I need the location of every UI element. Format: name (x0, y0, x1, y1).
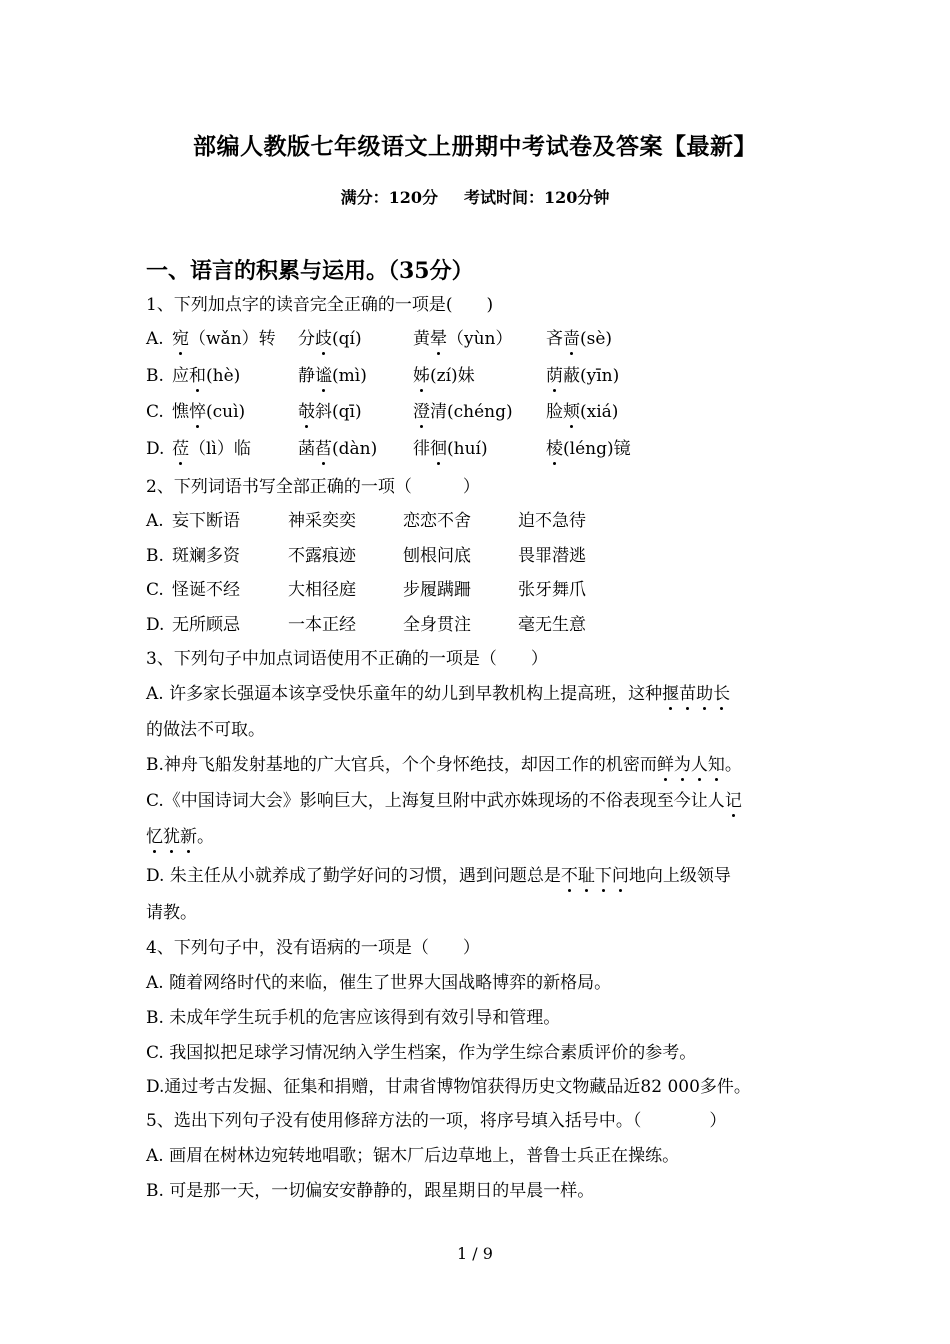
question-3-stem: 3、下列句子中加点词语使用不正确的一项是（ ） (146, 649, 548, 669)
dotted-phrase (725, 791, 742, 811)
page-title: 部编人教版七年级语文上册期中考试卷及答案【最新】 (193, 133, 757, 160)
q5-option-a: A. 画眉在树林边宛转地唱歌；锯木厂后边草地上，普鲁士兵正在操练。 (146, 1146, 680, 1166)
dotted-phrase (146, 827, 197, 847)
q4-option-d: D.通过考古发掘、征集和捐赠，甘肃省博物馆获得历史文物藏品近82 000多件。 (146, 1077, 751, 1097)
page-number: 1 / 9 (457, 1244, 493, 1263)
q3-option-c-cont: 忆犹新。 (146, 827, 214, 847)
q3-option-c: C.《中国诗词大会》影响巨大，上海复旦附中武亦姝现场的不俗表现至今让人记 (146, 791, 742, 811)
dotted-char: 揠 (662, 684, 680, 704)
dotted-char: 耻 (577, 866, 595, 886)
dotted-char: 助 (696, 684, 714, 704)
dotted-char: 鲜 (656, 755, 674, 775)
q3-option-a: A. 许多家长强逼本该享受快乐童年的幼儿到早教机构上提高班，这种揠苗助长 (146, 684, 731, 704)
q3-option-d-cont: 请教。 (146, 903, 197, 923)
q3-option-a-cont: 的做法不可取。 (146, 720, 265, 740)
question-2-stem: 2、下列词语书写全部正确的一项（ ） (146, 477, 480, 497)
q4-option-c: C. 我国拟把足球学习情况纳入学生档案，作为学生综合素质评价的参考。 (146, 1043, 697, 1063)
dotted-char: 为 (673, 755, 691, 775)
dotted-char: 犹 (163, 827, 180, 847)
q3-option-b: B.神舟飞船发射基地的广大官兵，个个身怀绝技，却因工作的机密而鲜为人知。 (146, 755, 742, 775)
dotted-char: 苗 (679, 684, 697, 704)
dotted-phrase (657, 755, 725, 775)
question-1-stem: 1、下列加点字的读音完全正确的一项是( ) (146, 295, 494, 315)
dotted-char: 人 (690, 755, 708, 775)
dotted-phrase (662, 684, 730, 704)
exam-meta (0, 185, 950, 208)
q3-option-d: D. 朱主任从小就养成了勤学好问的习惯，遇到问题总是不耻下问地向上级领导 (146, 866, 731, 886)
exam-page: 部编人教版七年级语文上册期中考试卷及答案【最新】 满分：120分 考试时间：120分钟 一、语言的积累与运用。（35分） 1、下列加点字的读音完全正确的一项是( ) A. 宛（wǎn）转 分歧(qí) 黄晕（yùn） 吝啬(sè) B. 应和(hè) 静谧(mì) 姊(zí)妹 荫蔽(yīn) C. 憔悴(cuì) 攲斜(qī) 澄清(chéng) 脸颊(xiá) D. 莅（lì）临 菡萏(dàn) 徘徊(huí) 棱(léng)镜 2、下列词语书写全部正确的一项（ ） A. 妄下断语 神采奕奕 恋恋不舍 迫不急待 B. 斑斓多资 不露痕迹 刨根问底 畏罪潜逃 C. 怪诞不经 大相径庭 步履蹒跚 张牙舞爪 D. 无所顾忌 一本正经 全身贯注 毫无生意 3、下列句子中加点词语使用不正确的一项是（ ） A. 许多家长强逼本该享受快乐童年的幼儿到早教机构上提高班，这种揠苗助长 的做法不可取。 B.神舟飞船发射基地的广大官兵，个个身怀绝技，却因工作的机密而鲜为人知。 C.《中国诗词大会》影响巨大，上海复旦附中武亦姝现场的不俗表现至今让人记 忆犹新。 D. 朱主任从小就养成了勤学好问的习惯，遇到问题总是不耻下问地向上级领导 请教。 4、下列句子中，没有语病的一项是（ ） A. 随着网络时代的来临，催生了世界大国战略博弈的新格局。 B. 未成年学生玩手机的危害应该得到有效引导和管理。 C. 我国拟把足球学习情况纳入学生档案，作为学生综合素质评价的参考。 D.通过考古发掘、征集和捐赠，甘肃省博物馆获得历史文物藏品近82 000多件。 5、选出下列句子没有使用修辞方法的一项，将序号填入括号中。（ ） A. 画眉在树林边宛转地唱歌；锯木厂后边草地上，普鲁士兵正在操练。 B. 可是那一天，一切偏安安静静的，跟星期日的早晨一样。 1 / 9 (0, 0, 950, 1344)
dotted-char: 长 (713, 684, 731, 704)
dotted-char: 知 (707, 755, 725, 775)
q4-option-a: A. 随着网络时代的来临，催生了世界大国战略博弈的新格局。 (146, 973, 612, 993)
dotted-char: 记 (724, 791, 742, 811)
full-score: 满分：120分 (340, 188, 438, 207)
section-heading: 一、语言的积累与运用。（35分） (146, 258, 474, 284)
question-4-stem: 4、下列句子中，没有语病的一项是（ ） (146, 938, 480, 958)
dotted-char: 不 (560, 866, 578, 886)
dotted-char: 问 (611, 866, 629, 886)
question-5-stem: 5、选出下列句子没有使用修辞方法的一项，将序号填入括号中。（ ） (146, 1111, 727, 1131)
dotted-phrase (561, 866, 629, 886)
q4-option-b: B. 未成年学生玩手机的危害应该得到有效引导和管理。 (146, 1008, 561, 1028)
exam-time: 考试时间：120分钟 (464, 188, 610, 207)
q5-option-b: B. 可是那一天，一切偏安安静静的，跟星期日的早晨一样。 (146, 1181, 595, 1201)
dotted-char: 下 (594, 866, 612, 886)
dotted-char: 新 (180, 827, 197, 847)
dotted-char: 忆 (146, 827, 163, 847)
